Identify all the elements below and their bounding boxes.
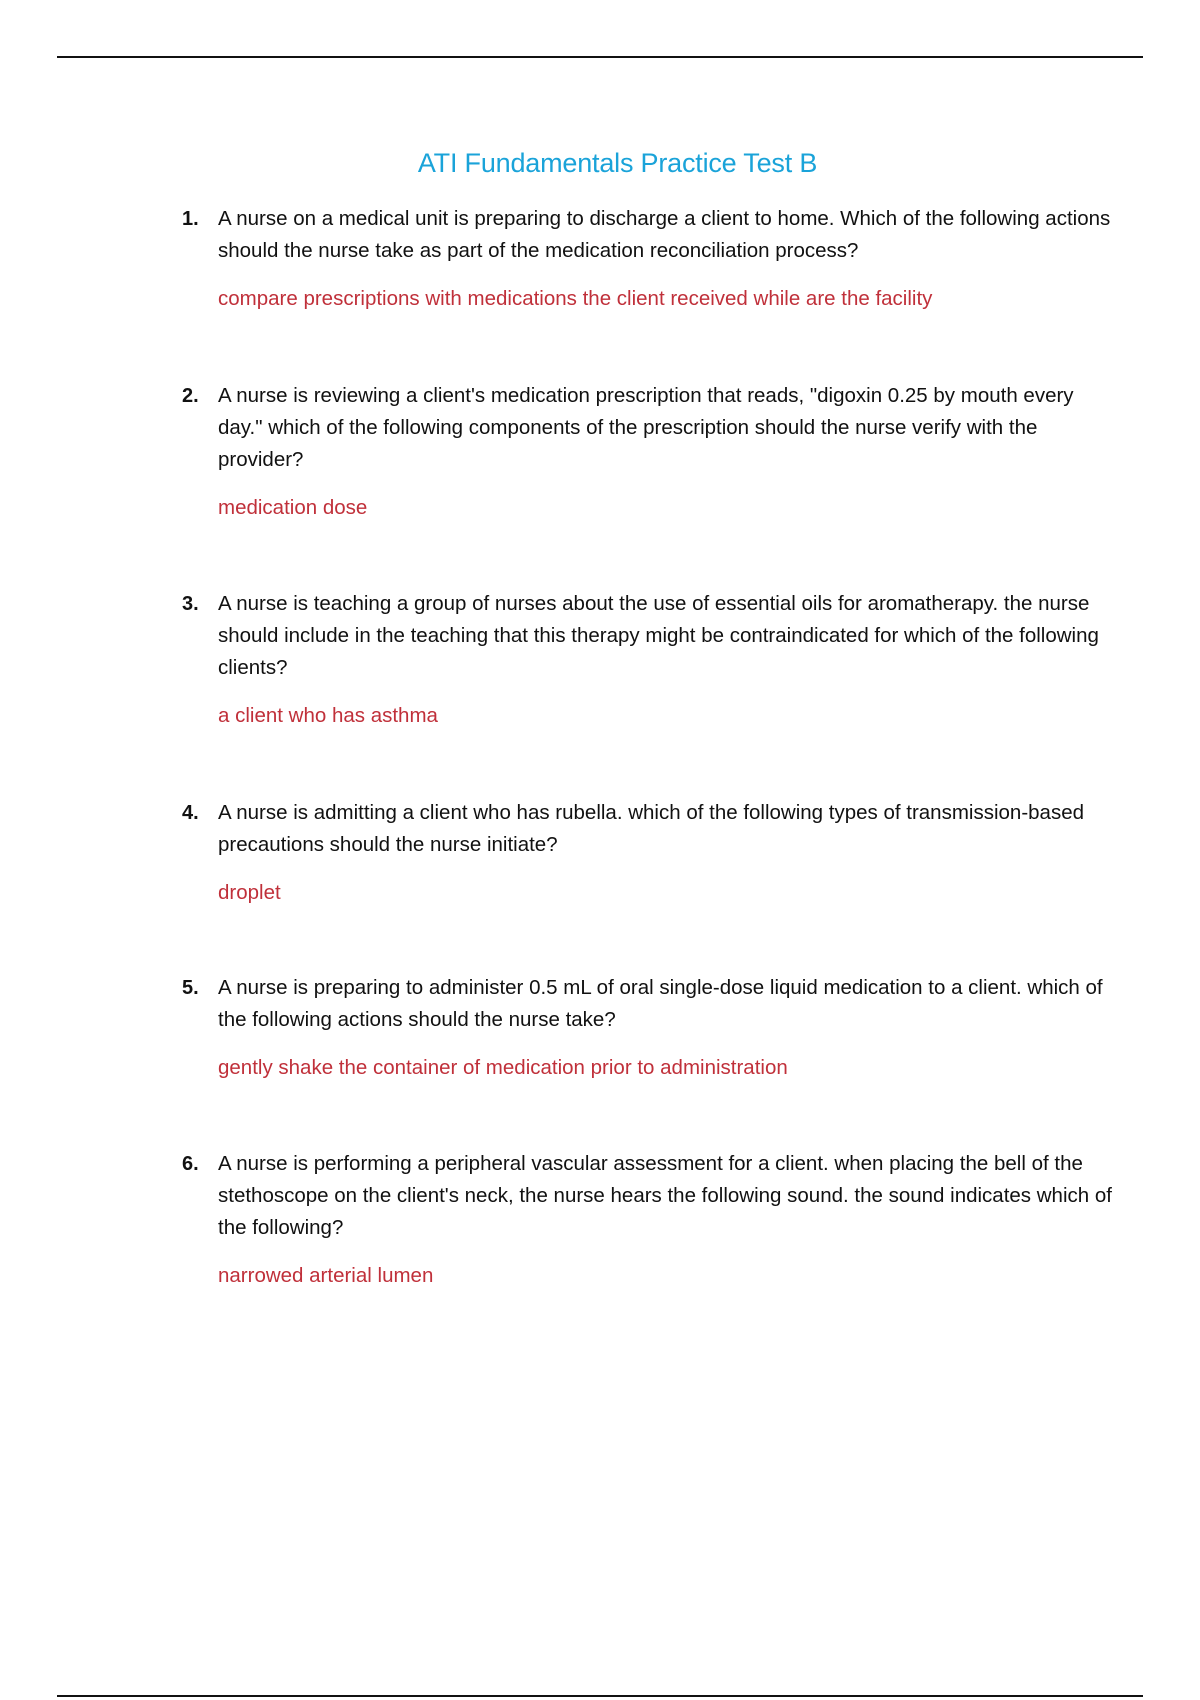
- page-title: ATI Fundamentals Practice Test B: [417, 148, 818, 178]
- question-number: 5.: [182, 977, 199, 999]
- question-answer: a client who has asthma: [218, 704, 438, 727]
- question-text: A nurse is preparing to administer 0.5 mL of oral single-dose liquid medication to a client. which of the following actions should the nurse take?: [218, 976, 1103, 1031]
- question-text: A nurse is reviewing a client's medication prescription that reads, "digoxin 0.25 by mouth every day." which of the following components of the prescription should the nurse verify with the provider?: [218, 384, 1074, 471]
- question-number: 6.: [182, 1153, 199, 1175]
- footer-rule: [57, 1695, 1143, 1697]
- question-number: 3.: [182, 593, 199, 615]
- question-number: 1.: [182, 208, 199, 230]
- question-answer: gently shake the container of medication prior to administration: [218, 1056, 788, 1079]
- question-text: A nurse on a medical unit is preparing to discharge a client to home. Which of the following actions should the nurse take as part of the medication reconciliation process?: [218, 207, 1111, 262]
- header-rule: [57, 56, 1143, 58]
- question-text: A nurse is teaching a group of nurses about the use of essential oils for aromatherapy. the nurse should include in the teaching that this therapy might be contraindicated for which of the following clients?: [218, 592, 1099, 679]
- question-text: A nurse is performing a peripheral vascular assessment for a client. when placing the bell of the stethoscope on the client's neck, the nurse hears the following sound. the sound indicates which of the following?: [218, 1152, 1112, 1239]
- question-text: A nurse is admitting a client who has rubella. which of the following types of transmission-based precautions should the nurse initiate?: [218, 801, 1085, 856]
- question-answer: medication dose: [218, 496, 368, 519]
- question-answer: compare prescriptions with medications the client received while are the facility: [218, 287, 933, 310]
- question-answer: narrowed arterial lumen: [218, 1264, 434, 1287]
- question-answer: droplet: [218, 881, 281, 904]
- question-number: 4.: [182, 802, 199, 824]
- question-number: 2.: [182, 385, 199, 407]
